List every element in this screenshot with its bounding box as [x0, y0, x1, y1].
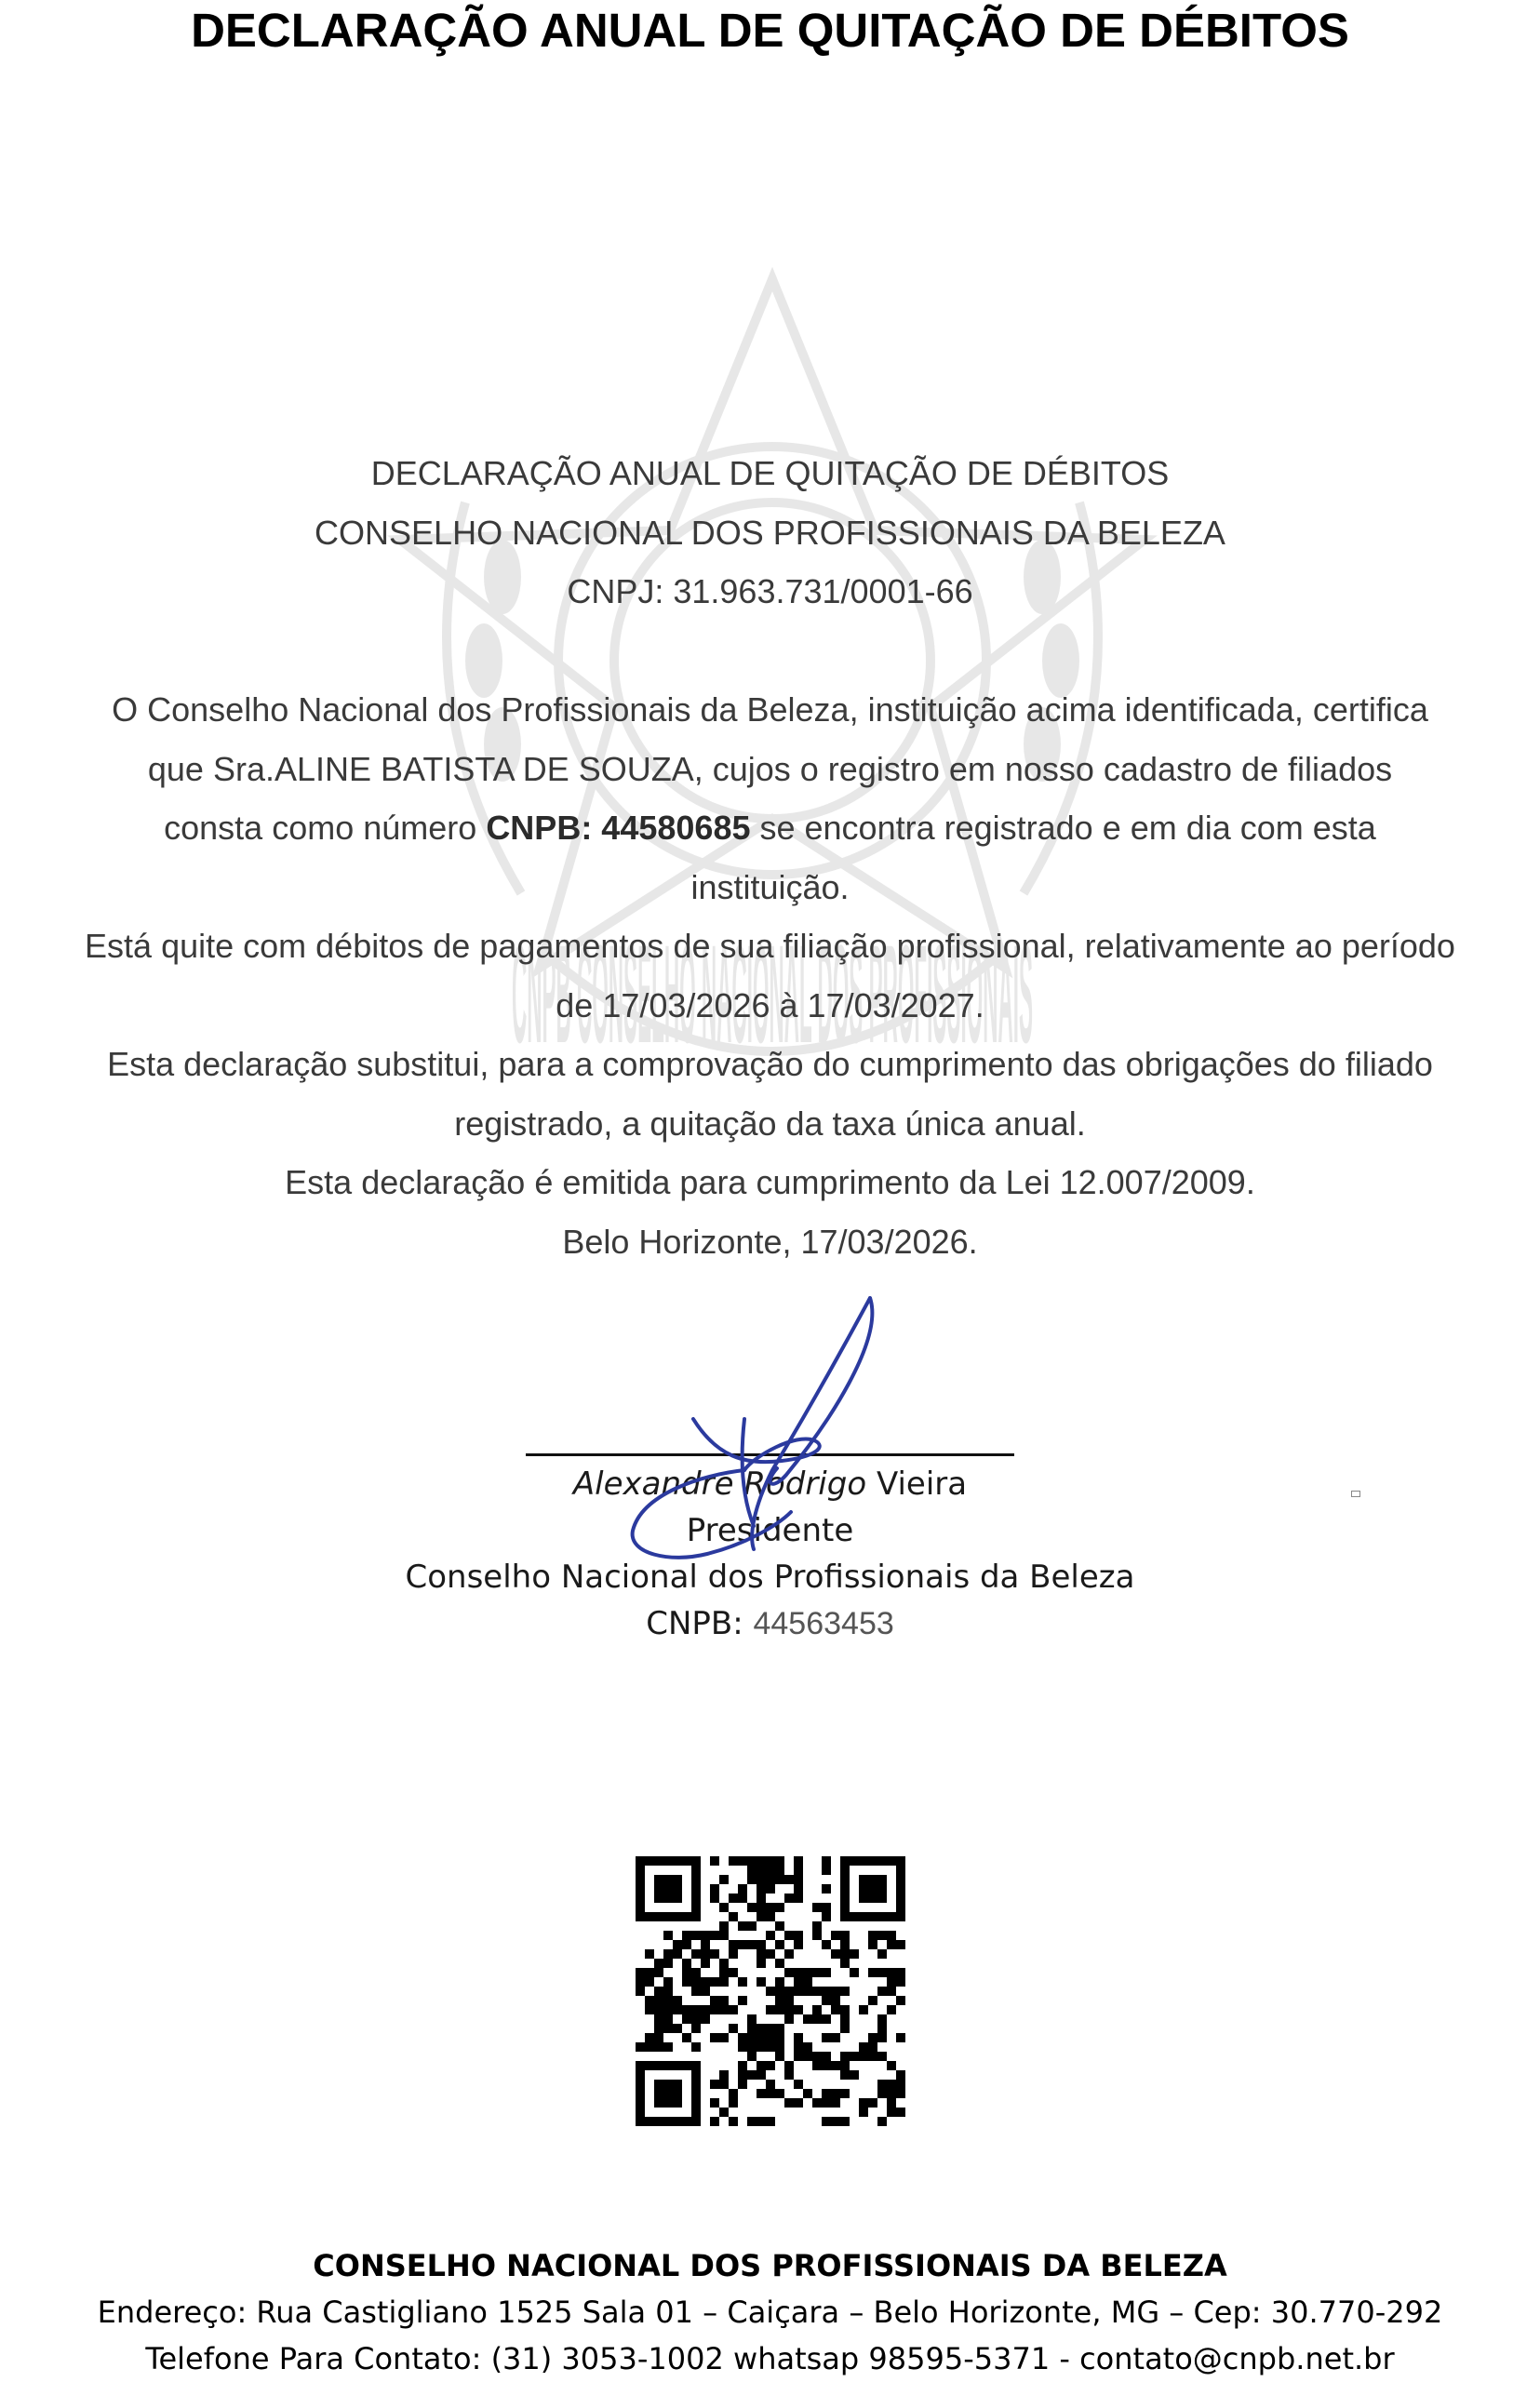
- header-organization: CONSELHO NACIONAL DOS PROFISSIONAIS DA BELEZA: [315, 513, 1225, 552]
- signer-name-rest: Vieira: [866, 1465, 968, 1503]
- footer-organization: CONSELHO NACIONAL DOS PROFISSIONAIS DA BELEZA: [313, 2248, 1227, 2283]
- body-line: que Sra.ALINE BATISTA DE SOUZA, cujos o registro em nosso cadastro de filiados: [147, 749, 1393, 788]
- place-date: Belo Horizonte, 17/03/2026.: [562, 1222, 978, 1261]
- watermark-text: CNPB CONSELHO NACIONAL DOS PROFISSIONAIS: [512, 916, 1033, 1072]
- footer-address: Endereço: Rua Castigliano 1525 Sala 01 – Caiçara – Belo Horizonte, MG – Cep: 30.770-292: [97, 2295, 1443, 2330]
- body-line: Esta declaração substitui, para a comprovação do cumprimento das obrigações do filiado: [107, 1045, 1433, 1083]
- body-text: se encontra registrado e em dia com esta: [750, 809, 1376, 847]
- body-line: O Conselho Nacional dos Profissionais da Beleza, instituição acima identificada, certifica: [112, 690, 1428, 729]
- body-line-period: de 17/03/2026 à 17/03/2027.: [556, 985, 984, 1024]
- qr-code-icon: [636, 1856, 905, 2126]
- body-line-registration: [0, 798, 1540, 858]
- body-line: Está quite com débitos de pagamentos de sua filiação profissional, relativamente ao período: [85, 927, 1455, 965]
- signer-role: Presidente: [686, 1512, 854, 1549]
- body-line-law: Esta declaração é emitida para cumprimento da Lei 12.007/2009.: [285, 1163, 1255, 1201]
- footer-contact: Telefone Para Contato: (31) 3053-1002 whatsap 98595-5371 - contato@cnpb.net.br: [145, 2341, 1395, 2376]
- document-header: [0, 444, 1540, 622]
- header-title: DECLARAÇÃO ANUAL DE QUITAÇÃO DE DÉBITOS: [370, 454, 1170, 492]
- body-line: registrado, a quitação da taxa única anual.: [454, 1104, 1086, 1143]
- signer-cnpb: [0, 1600, 1540, 1647]
- signer-cnpb-number: 44563453: [753, 1606, 894, 1641]
- footer: [0, 2242, 1540, 2382]
- header-cnpj: CNPJ: 31.963.731/0001-66: [567, 572, 973, 610]
- small-mark: [1351, 1491, 1360, 1497]
- declaration-body: [0, 680, 1540, 1271]
- signer-cnpb-label: CNPB:: [646, 1605, 754, 1642]
- handwritten-signature: [614, 1284, 912, 1582]
- document-title: DECLARAÇÃO ANUAL DE QUITAÇÃO DE DÉBITOS: [191, 4, 1349, 57]
- signer-name-italic: Alexandre Rodrigo: [572, 1465, 867, 1503]
- signer-organization: Conselho Nacional dos Profissionais da Beleza: [405, 1559, 1135, 1596]
- body-line: instituição.: [690, 867, 850, 906]
- body-text: consta como número: [164, 809, 487, 847]
- registration-number: CNPB: 44580685: [486, 809, 751, 847]
